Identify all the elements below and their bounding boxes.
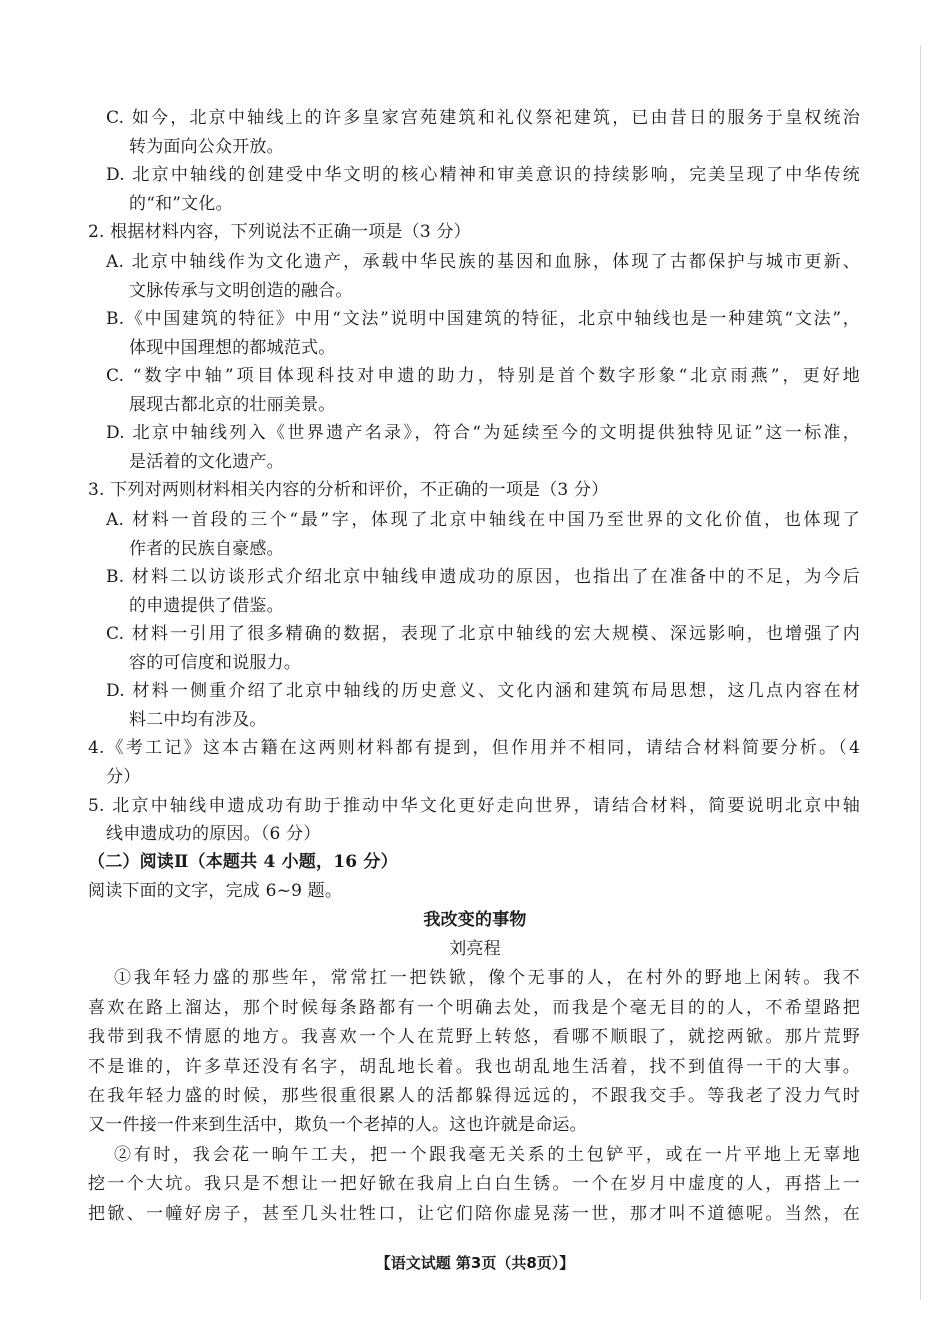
q3-option-c-line1: C. 材料一引用了很多精确的数据，表现了北京中轴线的宏大规模、深远影响，也增强了内 — [106, 624, 860, 644]
section2-heading: （二）阅读Ⅱ（本题共 4 小题，16 分） — [88, 852, 398, 872]
page-footer: 【语文试题 第3页（共8页）】 — [375, 1254, 575, 1272]
para2-line2: 挖一个大坑。我只是不想让一把好锨在我肩上白白生锈。一个在岁月中虚度的人，再搭上一 — [88, 1174, 860, 1194]
q2-option-c-line1: C. “数字中轴”项目体现科技对申遗的助力，特别是首个数字形象“北京雨燕”，更好地 — [106, 366, 860, 386]
para2-line3: 把锨、一幢好房子，甚至几头壮牲口，让它们陪你虚晃荡一世，那才叫不道德呢。当然，在 — [88, 1204, 860, 1224]
q3-option-b-line2: 的申遗提供了借鉴。 — [129, 596, 284, 616]
q2-option-a-line1: A. 北京中轴线作为文化遗产，承载中华民族的基因和血脉，体现了古都保护与城市更新、 — [106, 252, 860, 272]
q4-line1: 4.《考工记》这本古籍在这两则材料都有提到，但作用并不相同，请结合材料简要分析。（4 — [88, 738, 860, 758]
passage-title: 我改变的事物 — [423, 910, 527, 930]
para1-line6: 又一件接一件来到生活中，欺负一个老掉的人。这也许就是命运。 — [88, 1115, 587, 1135]
para1-line5: 在我年轻力盛的时候，那些很重很累人的活都躲得远远的，不跟我交手。等我老了没力气时 — [88, 1086, 860, 1106]
q3-option-c-line2: 容的可信度和说服力。 — [129, 653, 301, 673]
q3-option-a-line2: 作者的民族自豪感。 — [129, 539, 284, 559]
para1-line3: 我带到我不情愿的地方。我喜欢一个人在荒野上转悠，看哪不顺眼了，就挖两锨。那片荒野 — [88, 1027, 860, 1047]
q3-option-d-line2: 料二中均有涉及。 — [129, 710, 267, 730]
q2-option-d-line1: D. 北京中轴线列入《世界遗产名录》，符合“为延续至今的文明提供独特见证”这一标准， — [106, 423, 860, 443]
q1-option-c-line2: 转为面向公众开放。 — [129, 137, 284, 157]
q2-stem: 2. 根据材料内容，下列说法不正确一项是（3 分） — [88, 222, 471, 242]
q3-stem: 3. 下列对两则材料相关内容的分析和评价，不正确的一项是（3 分） — [88, 480, 609, 500]
q3-option-d-line1: D. 材料一侧重介绍了北京中轴线的历史意义、文化内涵和建筑布局思想，这几点内容在材 — [106, 681, 860, 701]
para1-line4: 不是谁的，许多草还没有名字，胡乱地长着。我也胡乱地生活着，找不到值得一干的大事。 — [88, 1057, 860, 1077]
q2-option-d-line2: 是活着的文化遗产。 — [129, 452, 284, 472]
q2-option-c-line2: 展现古都北京的壮丽美景。 — [129, 395, 336, 415]
q3-option-b-line1: B. 材料二以访谈形式介绍北京中轴线申遗成功的原因，也指出了在准备中的不足，为今后 — [106, 567, 860, 587]
q3-option-a-line1: A. 材料一首段的三个“最”字，体现了北京中轴线在中国乃至世界的文化价值，也体现了 — [106, 510, 860, 530]
page-fold-line — [920, 45, 921, 1300]
para1-line2: 喜欢在路上溜达，那个时候每条路都有一个明确去处，而我是个毫无目的的人，不希望路把 — [88, 998, 860, 1018]
q2-option-b-line1: B.《中国建筑的特征》中用“文法”说明中国建筑的特征，北京中轴线也是一种建筑“文法”， — [106, 309, 860, 329]
q5-line2: 线申遗成功的原因。（6 分） — [106, 824, 321, 844]
para2-line1: ②有时，我会花一晌午工夫，把一个跟我毫无关系的土包铲平，或在一片平地上无辜地 — [114, 1145, 860, 1165]
q5-line1: 5. 北京中轴线申遗成功有助于推动中华文化更好走向世界，请结合材料，简要说明北京中轴 — [88, 796, 860, 816]
passage-author: 刘亮程 — [449, 939, 501, 959]
para1-line1: ①我年轻力盛的那些年，常常扛一把铁锨，像个无事的人，在村外的野地上闲转。我不 — [114, 968, 860, 988]
q1-option-c-line1: C. 如今，北京中轴线上的许多皇家宫苑建筑和礼仪祭祀建筑，已由昔日的服务于皇权统治 — [106, 108, 860, 128]
q2-option-a-line2: 文脉传承与文明创造的融合。 — [129, 281, 353, 301]
q2-option-b-line2: 体现中国理想的都城范式。 — [129, 338, 336, 358]
section2-instruction: 阅读下面的文字，完成 6~9 题。 — [88, 881, 343, 901]
q1-option-d-line2: 的“和”文化。 — [129, 194, 233, 214]
q1-option-d-line1: D. 北京中轴线的创建受中华文明的核心精神和审美意识的持续影响，完美呈现了中华传统 — [106, 165, 860, 185]
q4-line2: 分） — [106, 767, 141, 787]
